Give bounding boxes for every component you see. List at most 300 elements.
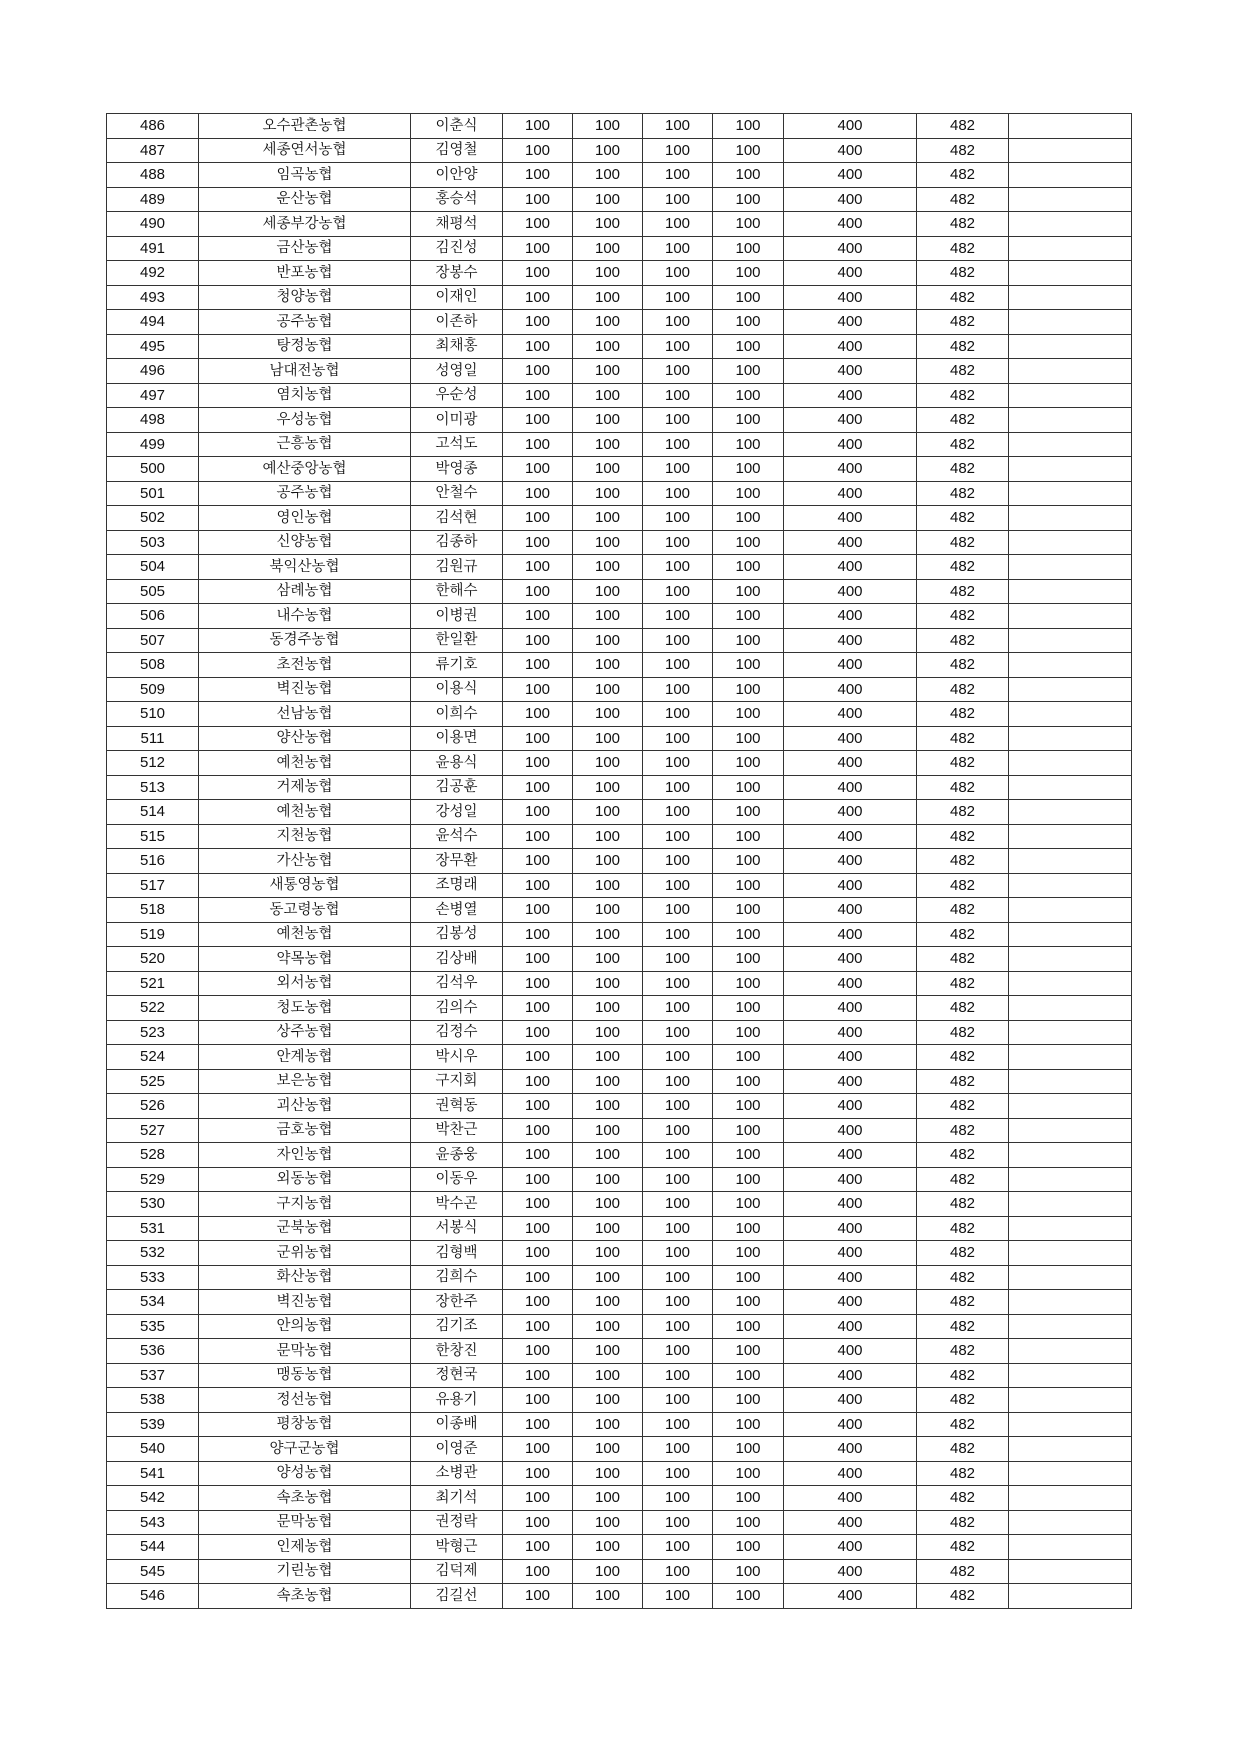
cell-score2: 100 — [573, 530, 643, 555]
cell-score2: 100 — [573, 1216, 643, 1241]
cell-name: 이안양 — [411, 163, 503, 188]
cell-score3: 100 — [643, 1045, 713, 1070]
cell-org: 예천농협 — [199, 800, 411, 825]
cell-org: 군북농협 — [199, 1216, 411, 1241]
cell-score4: 100 — [713, 310, 784, 335]
cell-score2: 100 — [573, 212, 643, 237]
cell-score3: 100 — [643, 1412, 713, 1437]
cell-score2: 100 — [573, 163, 643, 188]
cell-score4: 100 — [713, 1143, 784, 1168]
cell-name: 이병권 — [411, 604, 503, 629]
cell-code: 482 — [917, 310, 1009, 335]
cell-code: 482 — [917, 1241, 1009, 1266]
cell-score1: 100 — [503, 1461, 573, 1486]
cell-code: 482 — [917, 726, 1009, 751]
cell-score3: 100 — [643, 1094, 713, 1119]
cell-score2: 100 — [573, 628, 643, 653]
cell-score4: 100 — [713, 236, 784, 261]
cell-name: 김형백 — [411, 1241, 503, 1266]
cell-note — [1009, 1167, 1132, 1192]
cell-org: 북익산농협 — [199, 555, 411, 580]
cell-name: 박찬근 — [411, 1118, 503, 1143]
cell-code: 482 — [917, 1020, 1009, 1045]
cell-score1: 100 — [503, 1045, 573, 1070]
cell-no: 487 — [107, 138, 199, 163]
cell-org: 동경주농협 — [199, 628, 411, 653]
cell-org: 맹동농협 — [199, 1363, 411, 1388]
cell-total: 400 — [784, 1559, 917, 1584]
cell-org: 내수농협 — [199, 604, 411, 629]
table-row — [107, 114, 1132, 139]
cell-score1: 100 — [503, 751, 573, 776]
cell-name: 김상배 — [411, 947, 503, 972]
cell-score3: 100 — [643, 1559, 713, 1584]
cell-org: 지천농협 — [199, 824, 411, 849]
cell-score1: 100 — [503, 1314, 573, 1339]
cell-score1: 100 — [503, 334, 573, 359]
cell-org: 보은농협 — [199, 1069, 411, 1094]
cell-no: 539 — [107, 1412, 199, 1437]
cell-name: 최채홍 — [411, 334, 503, 359]
cell-code: 482 — [917, 1584, 1009, 1609]
cell-score3: 100 — [643, 751, 713, 776]
cell-score3: 100 — [643, 506, 713, 531]
cell-name: 한창진 — [411, 1339, 503, 1364]
cell-score1: 100 — [503, 1559, 573, 1584]
table-row — [107, 1339, 1132, 1364]
cell-total: 400 — [784, 604, 917, 629]
cell-score1: 100 — [503, 1584, 573, 1609]
cell-score1: 100 — [503, 1192, 573, 1217]
cell-score3: 100 — [643, 824, 713, 849]
cell-name: 김덕제 — [411, 1559, 503, 1584]
cell-total: 400 — [784, 187, 917, 212]
table-row — [107, 1094, 1132, 1119]
cell-total: 400 — [784, 310, 917, 335]
cell-org: 외서농협 — [199, 971, 411, 996]
cell-total: 400 — [784, 1241, 917, 1266]
cell-name: 윤석수 — [411, 824, 503, 849]
cell-score1: 100 — [503, 310, 573, 335]
cell-no: 519 — [107, 922, 199, 947]
cell-no: 498 — [107, 408, 199, 433]
cell-total: 400 — [784, 677, 917, 702]
cell-org: 속초농협 — [199, 1486, 411, 1511]
cell-name: 류기호 — [411, 653, 503, 678]
cell-name: 강성일 — [411, 800, 503, 825]
cell-no: 514 — [107, 800, 199, 825]
cell-score4: 100 — [713, 481, 784, 506]
cell-score2: 100 — [573, 677, 643, 702]
cell-org: 영인농협 — [199, 506, 411, 531]
table-row — [107, 1216, 1132, 1241]
cell-score1: 100 — [503, 628, 573, 653]
cell-org: 양성농협 — [199, 1461, 411, 1486]
cell-score1: 100 — [503, 1167, 573, 1192]
cell-name: 김원규 — [411, 555, 503, 580]
cell-no: 546 — [107, 1584, 199, 1609]
cell-score1: 100 — [503, 947, 573, 972]
cell-name: 김정수 — [411, 1020, 503, 1045]
cell-score3: 100 — [643, 1143, 713, 1168]
cell-score4: 100 — [713, 1461, 784, 1486]
cell-note — [1009, 1118, 1132, 1143]
cell-note — [1009, 187, 1132, 212]
cell-score2: 100 — [573, 1094, 643, 1119]
cell-total: 400 — [784, 334, 917, 359]
cell-note — [1009, 1069, 1132, 1094]
cell-note — [1009, 1412, 1132, 1437]
cell-note — [1009, 1290, 1132, 1315]
cell-score1: 100 — [503, 236, 573, 261]
cell-score4: 100 — [713, 1020, 784, 1045]
cell-no: 497 — [107, 383, 199, 408]
cell-score2: 100 — [573, 1412, 643, 1437]
cell-total: 400 — [784, 359, 917, 384]
cell-total: 400 — [784, 702, 917, 727]
cell-score4: 100 — [713, 775, 784, 800]
cell-score3: 100 — [643, 1192, 713, 1217]
cell-score2: 100 — [573, 1559, 643, 1584]
cell-no: 532 — [107, 1241, 199, 1266]
cell-name: 우순성 — [411, 383, 503, 408]
cell-score3: 100 — [643, 285, 713, 310]
table-row — [107, 1559, 1132, 1584]
cell-no: 536 — [107, 1339, 199, 1364]
cell-note — [1009, 579, 1132, 604]
cell-score4: 100 — [713, 1118, 784, 1143]
cell-score4: 100 — [713, 408, 784, 433]
cell-code: 482 — [917, 1290, 1009, 1315]
cell-score3: 100 — [643, 1314, 713, 1339]
cell-score2: 100 — [573, 432, 643, 457]
cell-score2: 100 — [573, 334, 643, 359]
cell-score1: 100 — [503, 824, 573, 849]
cell-score1: 100 — [503, 212, 573, 237]
cell-total: 400 — [784, 1143, 917, 1168]
cell-no: 495 — [107, 334, 199, 359]
cell-no: 524 — [107, 1045, 199, 1070]
table-row — [107, 1069, 1132, 1094]
cell-note — [1009, 1510, 1132, 1535]
cell-score4: 100 — [713, 653, 784, 678]
cell-score4: 100 — [713, 1339, 784, 1364]
cell-total: 400 — [784, 947, 917, 972]
cell-note — [1009, 1020, 1132, 1045]
table-row — [107, 775, 1132, 800]
cell-score1: 100 — [503, 1143, 573, 1168]
cell-org: 예산중앙농협 — [199, 457, 411, 482]
cell-score4: 100 — [713, 457, 784, 482]
cell-note — [1009, 1535, 1132, 1560]
cell-code: 482 — [917, 1192, 1009, 1217]
table-row — [107, 1388, 1132, 1413]
cell-score3: 100 — [643, 628, 713, 653]
cell-score3: 100 — [643, 1339, 713, 1364]
cell-score3: 100 — [643, 310, 713, 335]
cell-score3: 100 — [643, 947, 713, 972]
cell-code: 482 — [917, 334, 1009, 359]
cell-score1: 100 — [503, 898, 573, 923]
cell-no: 499 — [107, 432, 199, 457]
cell-note — [1009, 1216, 1132, 1241]
cell-org: 임곡농협 — [199, 163, 411, 188]
cell-score1: 100 — [503, 481, 573, 506]
cell-name: 정현국 — [411, 1363, 503, 1388]
cell-score2: 100 — [573, 922, 643, 947]
cell-score2: 100 — [573, 383, 643, 408]
cell-name: 채평석 — [411, 212, 503, 237]
cell-score1: 100 — [503, 555, 573, 580]
cell-score1: 100 — [503, 653, 573, 678]
cell-note — [1009, 1143, 1132, 1168]
cell-score1: 100 — [503, 579, 573, 604]
cell-code: 482 — [917, 383, 1009, 408]
cell-total: 400 — [784, 457, 917, 482]
cell-score4: 100 — [713, 751, 784, 776]
cell-org: 근흥농협 — [199, 432, 411, 457]
cell-no: 520 — [107, 947, 199, 972]
cell-code: 482 — [917, 1216, 1009, 1241]
cell-score4: 100 — [713, 163, 784, 188]
table-row — [107, 604, 1132, 629]
cell-note — [1009, 506, 1132, 531]
cell-score4: 100 — [713, 873, 784, 898]
cell-score3: 100 — [643, 457, 713, 482]
cell-code: 482 — [917, 775, 1009, 800]
cell-name: 권정락 — [411, 1510, 503, 1535]
cell-score4: 100 — [713, 1363, 784, 1388]
cell-total: 400 — [784, 1437, 917, 1462]
cell-name: 이희수 — [411, 702, 503, 727]
cell-no: 529 — [107, 1167, 199, 1192]
cell-no: 540 — [107, 1437, 199, 1462]
cell-no: 543 — [107, 1510, 199, 1535]
cell-score1: 100 — [503, 922, 573, 947]
cell-code: 482 — [917, 359, 1009, 384]
cell-no: 510 — [107, 702, 199, 727]
cell-score2: 100 — [573, 579, 643, 604]
cell-org: 청도농협 — [199, 996, 411, 1021]
cell-score2: 100 — [573, 824, 643, 849]
cell-score4: 100 — [713, 1094, 784, 1119]
cell-score2: 100 — [573, 1363, 643, 1388]
cell-score4: 100 — [713, 849, 784, 874]
cell-no: 526 — [107, 1094, 199, 1119]
cell-code: 482 — [917, 579, 1009, 604]
cell-score4: 100 — [713, 1241, 784, 1266]
cell-note — [1009, 702, 1132, 727]
cell-total: 400 — [784, 1535, 917, 1560]
cell-code: 482 — [917, 187, 1009, 212]
cell-org: 상주농협 — [199, 1020, 411, 1045]
cell-score1: 100 — [503, 1486, 573, 1511]
cell-score4: 100 — [713, 1265, 784, 1290]
cell-code: 482 — [917, 236, 1009, 261]
cell-code: 482 — [917, 1388, 1009, 1413]
cell-score4: 100 — [713, 1216, 784, 1241]
cell-org: 우성농협 — [199, 408, 411, 433]
cell-org: 양산농협 — [199, 726, 411, 751]
cell-score2: 100 — [573, 653, 643, 678]
cell-score1: 100 — [503, 1241, 573, 1266]
cell-note — [1009, 751, 1132, 776]
cell-code: 482 — [917, 1363, 1009, 1388]
cell-org: 남대전농협 — [199, 359, 411, 384]
cell-no: 515 — [107, 824, 199, 849]
cell-score3: 100 — [643, 1437, 713, 1462]
cell-score2: 100 — [573, 1118, 643, 1143]
cell-score3: 100 — [643, 1265, 713, 1290]
cell-org: 선남농협 — [199, 702, 411, 727]
cell-name: 홍승석 — [411, 187, 503, 212]
cell-score2: 100 — [573, 1584, 643, 1609]
table-row — [107, 1020, 1132, 1045]
cell-total: 400 — [784, 1584, 917, 1609]
cell-no: 521 — [107, 971, 199, 996]
cell-score4: 100 — [713, 1045, 784, 1070]
cell-code: 482 — [917, 1339, 1009, 1364]
cell-score1: 100 — [503, 1363, 573, 1388]
cell-org: 신양농협 — [199, 530, 411, 555]
cell-total: 400 — [784, 530, 917, 555]
cell-total: 400 — [784, 408, 917, 433]
cell-code: 482 — [917, 285, 1009, 310]
cell-org: 평창농협 — [199, 1412, 411, 1437]
cell-total: 400 — [784, 481, 917, 506]
table-row — [107, 971, 1132, 996]
cell-no: 508 — [107, 653, 199, 678]
cell-org: 괴산농협 — [199, 1094, 411, 1119]
cell-score4: 100 — [713, 212, 784, 237]
cell-no: 504 — [107, 555, 199, 580]
cell-no: 496 — [107, 359, 199, 384]
cell-note — [1009, 481, 1132, 506]
cell-score1: 100 — [503, 1069, 573, 1094]
cell-score3: 100 — [643, 653, 713, 678]
cell-note — [1009, 775, 1132, 800]
cell-note — [1009, 138, 1132, 163]
cell-score4: 100 — [713, 1412, 784, 1437]
cell-score4: 100 — [713, 1167, 784, 1192]
cell-org: 군위농협 — [199, 1241, 411, 1266]
table-row — [107, 212, 1132, 237]
cell-score3: 100 — [643, 530, 713, 555]
cell-no: 534 — [107, 1290, 199, 1315]
cell-name: 김종하 — [411, 530, 503, 555]
cell-name: 장봉수 — [411, 261, 503, 286]
cell-total: 400 — [784, 1192, 917, 1217]
cell-org: 인제농협 — [199, 1535, 411, 1560]
cell-code: 482 — [917, 947, 1009, 972]
cell-no: 522 — [107, 996, 199, 1021]
table-row — [107, 285, 1132, 310]
cell-score2: 100 — [573, 481, 643, 506]
cell-note — [1009, 800, 1132, 825]
cell-score4: 100 — [713, 922, 784, 947]
cell-score2: 100 — [573, 1069, 643, 1094]
cell-total: 400 — [784, 138, 917, 163]
cell-name: 윤용식 — [411, 751, 503, 776]
cell-note — [1009, 530, 1132, 555]
cell-no: 505 — [107, 579, 199, 604]
cell-score1: 100 — [503, 604, 573, 629]
cell-score2: 100 — [573, 285, 643, 310]
cell-score2: 100 — [573, 1314, 643, 1339]
cell-code: 482 — [917, 702, 1009, 727]
cell-total: 400 — [784, 653, 917, 678]
table-row — [107, 653, 1132, 678]
cell-score2: 100 — [573, 555, 643, 580]
cell-score2: 100 — [573, 1192, 643, 1217]
cell-note — [1009, 555, 1132, 580]
cell-score1: 100 — [503, 726, 573, 751]
cell-score2: 100 — [573, 1045, 643, 1070]
cell-total: 400 — [784, 1118, 917, 1143]
cell-score1: 100 — [503, 1412, 573, 1437]
cell-name: 최기석 — [411, 1486, 503, 1511]
table-row — [107, 187, 1132, 212]
cell-note — [1009, 1388, 1132, 1413]
cell-code: 482 — [917, 555, 1009, 580]
cell-note — [1009, 628, 1132, 653]
table-row — [107, 261, 1132, 286]
cell-score4: 100 — [713, 383, 784, 408]
cell-name: 김석현 — [411, 506, 503, 531]
cell-note — [1009, 604, 1132, 629]
cell-name: 이종배 — [411, 1412, 503, 1437]
cell-score3: 100 — [643, 1020, 713, 1045]
table-row — [107, 922, 1132, 947]
cell-note — [1009, 947, 1132, 972]
cell-score2: 100 — [573, 1510, 643, 1535]
cell-score3: 100 — [643, 996, 713, 1021]
cell-score3: 100 — [643, 1290, 713, 1315]
cell-score2: 100 — [573, 1535, 643, 1560]
cell-name: 이춘식 — [411, 114, 503, 139]
cell-no: 525 — [107, 1069, 199, 1094]
cell-score2: 100 — [573, 1143, 643, 1168]
cell-code: 482 — [917, 996, 1009, 1021]
cell-score3: 100 — [643, 408, 713, 433]
cell-name: 이미광 — [411, 408, 503, 433]
cell-total: 400 — [784, 1314, 917, 1339]
cell-note — [1009, 163, 1132, 188]
cell-score2: 100 — [573, 1461, 643, 1486]
cell-no: 492 — [107, 261, 199, 286]
cell-org: 새통영농협 — [199, 873, 411, 898]
cell-score2: 100 — [573, 702, 643, 727]
cell-no: 531 — [107, 1216, 199, 1241]
table-row — [107, 873, 1132, 898]
cell-score3: 100 — [643, 163, 713, 188]
cell-no: 493 — [107, 285, 199, 310]
cell-note — [1009, 212, 1132, 237]
cell-score4: 100 — [713, 1535, 784, 1560]
cell-name: 구지회 — [411, 1069, 503, 1094]
table-row — [107, 1265, 1132, 1290]
cell-name: 이존하 — [411, 310, 503, 335]
cell-score3: 100 — [643, 432, 713, 457]
cell-score1: 100 — [503, 1437, 573, 1462]
cell-score3: 100 — [643, 677, 713, 702]
cell-total: 400 — [784, 236, 917, 261]
cell-note — [1009, 1559, 1132, 1584]
cell-score1: 100 — [503, 432, 573, 457]
cell-total: 400 — [784, 579, 917, 604]
cell-score4: 100 — [713, 1559, 784, 1584]
cell-name: 박시우 — [411, 1045, 503, 1070]
